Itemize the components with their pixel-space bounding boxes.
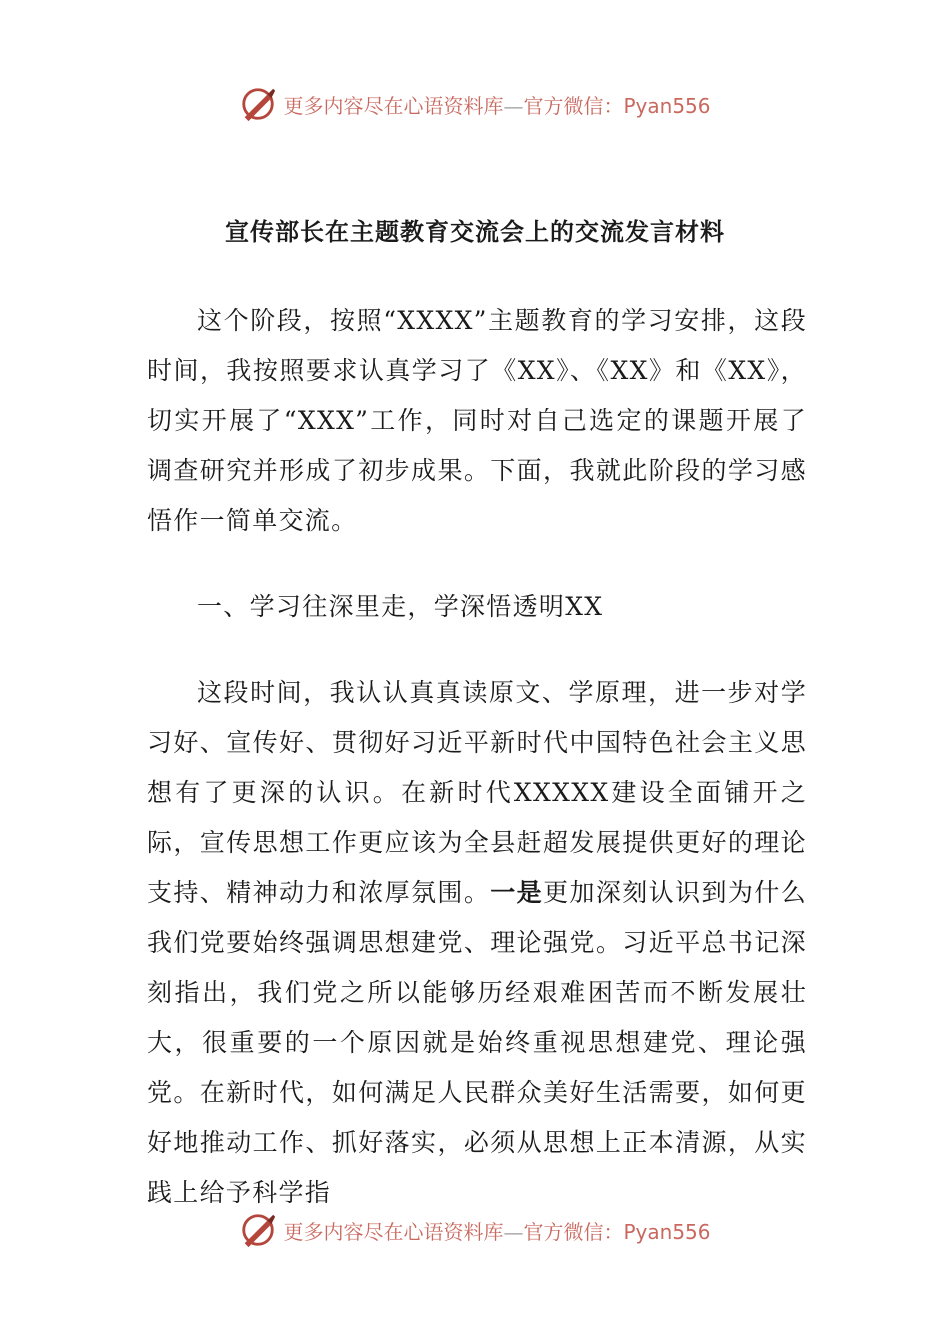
banner-label: 官方微信：	[523, 93, 624, 118]
banner-prefix: 更多内容尽在心语资料库	[283, 1219, 504, 1244]
banner-wechat-id: Pyan556	[623, 1219, 711, 1244]
banner-label: 官方微信：	[523, 1219, 624, 1244]
section-heading-1: 一、学习往深里走，学深悟透明XX	[197, 592, 604, 621]
document-body	[147, 296, 807, 1218]
banner-wechat-id: Pyan556	[623, 93, 711, 118]
paragraph-intro: 这个阶段，按照“XXXX”主题教育的学习安排，这段时间，我按照要求认真学习了《XX》、《XX》和《XX》，切实开展了“XXX”工作，同时对自己选定的课题开展了调查研究并形成了初步成果。下面，我就此阶段的学习感悟作一简单交流。	[147, 306, 807, 535]
paragraph-section-1-emphasis: 一是	[490, 878, 544, 907]
paragraph-section-1-part1: 这段时间，我认认真真读原文、学原理，进一步对学习好、宣传好、贯彻好习近平新时代中国特色社会主义思想有了更深的认识。在新时代XXXXX建设全面铺开之际，宣传思想工作更应该为全县赶超发展提供更好的理论支持、精神动力和浓厚氛围。	[147, 678, 807, 907]
paragraph-section-1	[147, 668, 807, 1218]
pen-logo-icon	[239, 85, 277, 123]
banner-text	[283, 90, 710, 119]
header-banner	[0, 84, 950, 124]
banner-text	[283, 1216, 710, 1245]
footer-banner	[0, 1210, 950, 1250]
banner-dash: —	[503, 1219, 524, 1244]
banner-dash: —	[503, 93, 524, 118]
pen-logo-icon	[239, 1211, 277, 1249]
paragraph-section-1-part2: 更加深刻认识到为什么我们党要始终强调思想建党、理论强党。习近平总书记深刻指出，我们党之所以能够历经艰难困苦而不断发展壮大，很重要的一个原因就是始终重视思想建党、理论强党。在新时代，如何满足人民群众美好生活需要，如何更好地推动工作、抓好落实，必须从思想上正本清源，从实践上给予科学指	[147, 878, 807, 1207]
banner-prefix: 更多内容尽在心语资料库	[283, 93, 504, 118]
document-title: 宣传部长在主题教育交流会上的交流发言材料	[225, 218, 725, 246]
